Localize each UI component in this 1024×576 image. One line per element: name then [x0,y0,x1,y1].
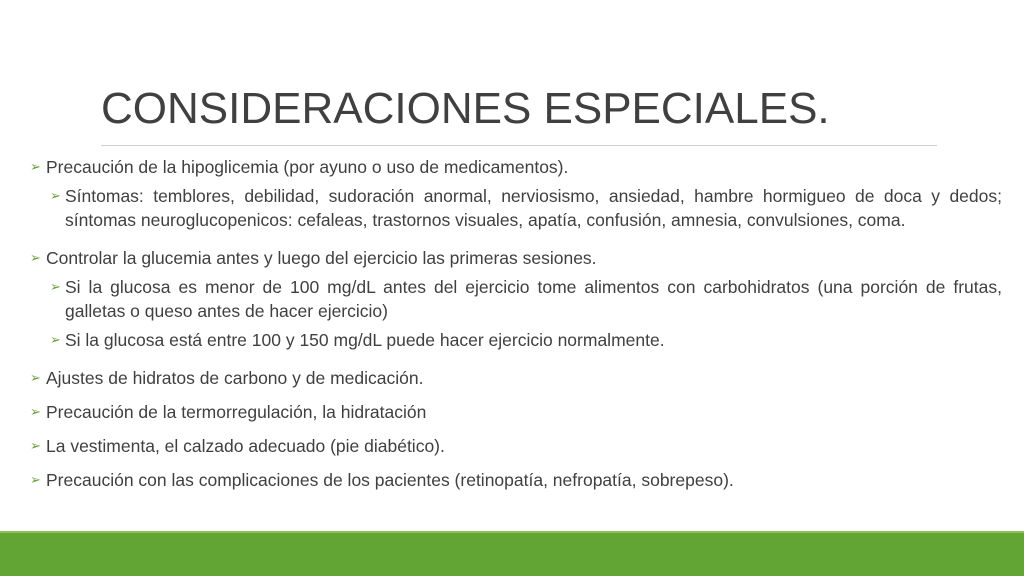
arrow-bullet-icon: ➢ [30,438,41,453]
list-item [30,155,1002,179]
list-item [30,468,1002,492]
footer-bar [0,533,1024,576]
list-item-text: Síntomas: temblores, debilidad, sudoración anormal, nerviosismo, ansiedad, hambre hormigueo de doca y dedos; síntomas neuroglucopenicos: cefaleas, trastornos visuales, apatía, confusión, amnesia, convulsiones, coma. [65,186,1002,230]
list-item-text: Ajustes de hidratos de carbono y de medicación. [46,368,424,388]
list-item [30,366,1002,390]
arrow-bullet-icon: ➢ [30,472,41,487]
list-item-text: Precaución con las complicaciones de los pacientes (retinopatía, nefropatía, sobrepeso). [46,470,734,490]
list-item [30,434,1002,458]
list-item [30,246,1002,270]
bullet-list [30,155,1002,492]
list-item-text: Precaución de la termorregulación, la hidratación [46,402,427,422]
arrow-bullet-icon: ➢ [30,250,41,265]
list-item-text: La vestimenta, el calzado adecuado (pie diabético). [46,436,445,456]
arrow-bullet-icon: ➢ [30,370,41,385]
title-divider [101,145,937,146]
list-item [50,275,1002,323]
list-item-text: Si la glucosa está entre 100 y 150 mg/dL puede hacer ejercicio normalmente. [65,330,665,350]
arrow-bullet-icon: ➢ [50,332,61,347]
slide-title: CONSIDERACIONES ESPECIALES. [101,84,830,133]
arrow-bullet-icon: ➢ [50,279,61,294]
list-item-text: Precaución de la hipoglicemia (por ayuno o uso de medicamentos). [46,157,569,177]
list-item-text: Si la glucosa es menor de 100 mg/dL antes del ejercicio tome alimentos con carbohidratos (una porción de frutas, galletas o queso antes de hacer ejercicio) [65,277,1002,321]
list-item-text: Controlar la glucemia antes y luego del ejercicio las primeras sesiones. [46,248,597,268]
list-item [50,328,1002,352]
arrow-bullet-icon: ➢ [30,404,41,419]
arrow-bullet-icon: ➢ [30,159,41,174]
list-item [30,400,1002,424]
list-item [50,184,1002,232]
arrow-bullet-icon: ➢ [50,188,61,203]
